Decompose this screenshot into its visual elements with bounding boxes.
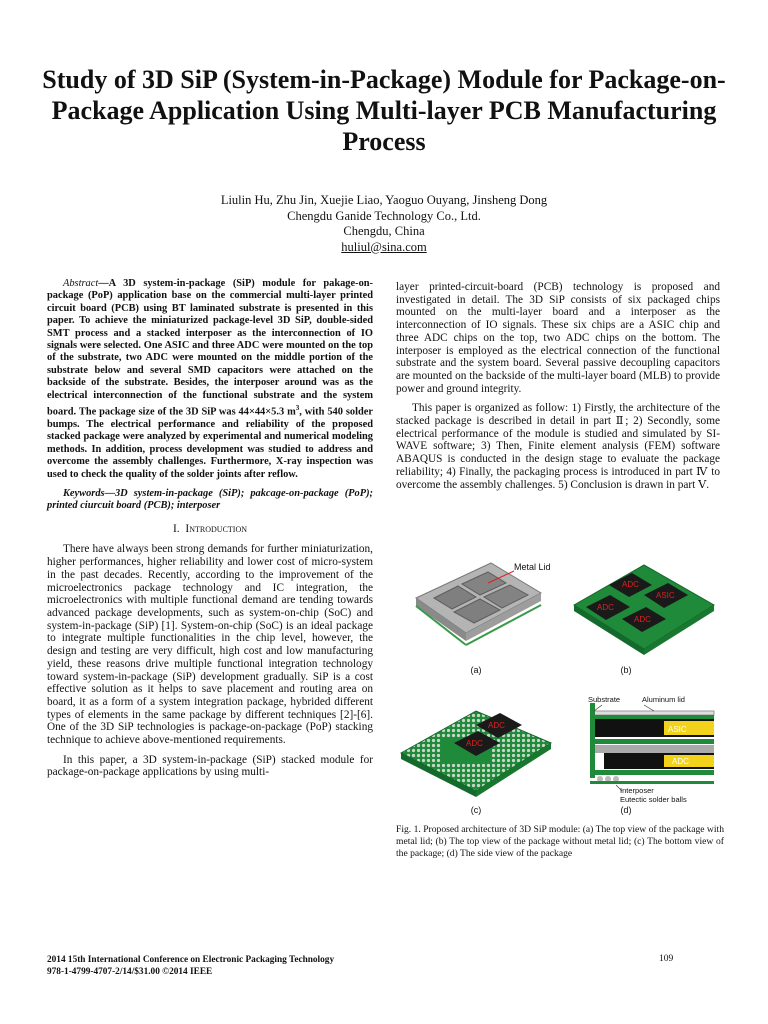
- right-paragraph-1: layer printed-circuit-board (PCB) technology is proposed and investigated in detail. The 3D SiP consists of six packaged chips mounted on the multi-layer board and a interposer as the interconnection of IO signals. These six chips are a ASIC chip and three ADC chips on the top, two ADC chips on the bottom. The interposer is employed as the electrical connection of the functional substrate and the system board. Several passive decoupling capacitors are mounted on the backside of the multi-layer board (MLB) to provide power and ground integrity.: [396, 281, 720, 395]
- metal-lid-callout: Metal Lid: [514, 562, 551, 572]
- abstract: [47, 278, 373, 481]
- chip-label-adc-2: ADC: [597, 603, 614, 612]
- keywords-text: —3D system-in-package (SiP); pakcage-on-package (PoP); printed ciurcuit board (PCB); interposer: [47, 487, 373, 512]
- side-label-aluminum-lid: Aluminum lid: [642, 695, 685, 704]
- chip-label-asic: ASIC: [656, 591, 675, 600]
- figure-1: [396, 553, 724, 821]
- page-number: 109: [659, 954, 674, 964]
- affiliation: Chengdu Ganide Technology Co., Ltd.: [287, 208, 481, 223]
- abstract-text: —A 3D system-in-package (SiP) module for pakage-on-package (PoP) application base on the commercial multi-layer printed circuit board (PCB) using BT laminated substrate is presented in this paper. To achieve the miniaturized package-level 3D SiP, double-sided SMT process and a stacked interposer as the interconnection of IO signals were selected. One ASIC and three ADC were mounted on the top of the substrate, two ADC were mounted on the middle portion of the substrate below and several SMD capacitors were attached on the backside of the substrate. Besides, the interposer around was as the electrical interconnection of the functional substrate and the system board. The package size of the 3D SiP was 44×44×5.3 m: [47, 278, 373, 418]
- side-label-adc: ADC: [672, 757, 689, 766]
- location: Chengdu, China: [343, 224, 425, 238]
- figure-panel-a: [396, 553, 556, 663]
- right-paragraph-2: This paper is organized as follow: 1) Firstly, the architecture of the stacked package is described in detail in part Ⅱ; 2) Secondly, some electrical performance of the module is studied and simulated by SI-WAVE software; 3) Then, Finite element analysis (FEM) software ABAQUS is conducted in the design stage to evaluate the package reliability; 4) Finally, the packaging process is introduced in part Ⅳ to overcome the assembly challenges. 5) Conclusion is drawn in part Ⅴ.: [396, 402, 720, 491]
- side-label-interposer: Interposer: [620, 786, 654, 795]
- intro-paragraph-1: There have always been strong demands for further miniaturization, higher performances, higher reliability and lower cost of micro-system in the past decades. Recently, according to the improvement of the microelectronics package technology and IC integration, the microelectronics with multiple functional demand are tending towards advanced package developments, such as system-on-chip (SoC) and system-in-package (SiP) [1]. System-on-chip (SoC) is an ideal package to integrate multiple functionalities in the chip level, however, the design and testing are very difficult, high cost and low manufacturing yield, these reasons drive multiple functional integration technology toward system-in-package (SiP) development gradually. SiP is a cost effective solution as it helps to save placement and routing area on board, it as a form of a system integration package, hybrided different types of elements in the same package by different techniques [2]-[6]. One of the 3D SiP technologies is package-on-package (PoP) stacking technique to achieve above-mentioned requirements.: [47, 543, 373, 747]
- top-view-no-lid-illustration: [564, 553, 724, 663]
- side-label-substrate: Substrate: [588, 695, 621, 704]
- isbn-line: 978-1-4799-4707-2/14/$31.00 ©2014 IEEE: [47, 967, 213, 977]
- panel-label-a: (a): [470, 665, 482, 675]
- abstract-superscript: 3: [295, 404, 300, 413]
- keywords-label: Keywords: [63, 487, 105, 499]
- chip-label-adc-bottom-2: ADC: [466, 739, 483, 748]
- authors: Liulin Hu, Zhu Jin, Xuejie Liao, Yaoguo Ouyang, Jinsheng Dong: [220, 193, 548, 207]
- panel-label-c: (c): [470, 805, 482, 815]
- side-view-illustration: [564, 693, 724, 803]
- chip-label-adc-3: ADC: [634, 615, 651, 624]
- email-link[interactable]: huliul@sina.com: [341, 239, 427, 254]
- panel-label-b: (b): [620, 665, 632, 675]
- paper-title: Study of 3D SiP (System-in-Package) Module for Package-on-Package Application Using Multi-layer PCB Manufacturing Process: [42, 65, 726, 156]
- metal-lid-package-illustration: [396, 553, 556, 663]
- keywords: [47, 488, 373, 513]
- bottom-view-illustration: [396, 693, 556, 803]
- figure-caption: Fig. 1. Proposed architecture of 3D SiP module: (a) The top view of the package with metal lid; (b) The top view of the package without metal lid; (c) The bottom view of the package; (d) The side view of the package: [396, 824, 724, 859]
- figure-panel-c: [396, 693, 556, 803]
- intro-paragraph-2: In this paper, a 3D system-in-package (SiP) stacked module for package-on-package applications by using multi-: [47, 753, 373, 779]
- chip-label-adc-1: ADC: [622, 580, 639, 589]
- chip-label-adc-bottom-1: ADC: [488, 721, 505, 730]
- footer-conference: [47, 954, 334, 978]
- side-label-solder-balls: Eutectic solder balls: [620, 795, 687, 803]
- section-number: I.: [172, 522, 180, 535]
- right-column: [396, 281, 720, 498]
- conference-name: 2014 15th International Conference on Electronic Packaging Technology: [47, 955, 335, 965]
- section-title: Introduction: [185, 522, 248, 535]
- abstract-text-after: , with 540 solder bumps. The electrical performance and reliability of the proposed stacked package were analyzed by experimental and numerical modeling methods. In addition, process development was studied to address and overcome the assembly challenges. Furthermore, X-ray inspection was used to check the quality of the solder joints after reflow.: [47, 406, 373, 480]
- author-block: [0, 193, 768, 255]
- figure-panel-b: [564, 553, 724, 663]
- side-label-asic: ASIC: [668, 725, 687, 734]
- section-heading-introduction: [47, 523, 373, 536]
- left-column: [47, 278, 373, 786]
- panel-label-d: (d): [620, 805, 632, 815]
- abstract-label: Abstract: [63, 278, 99, 289]
- figure-panel-d: [564, 693, 724, 803]
